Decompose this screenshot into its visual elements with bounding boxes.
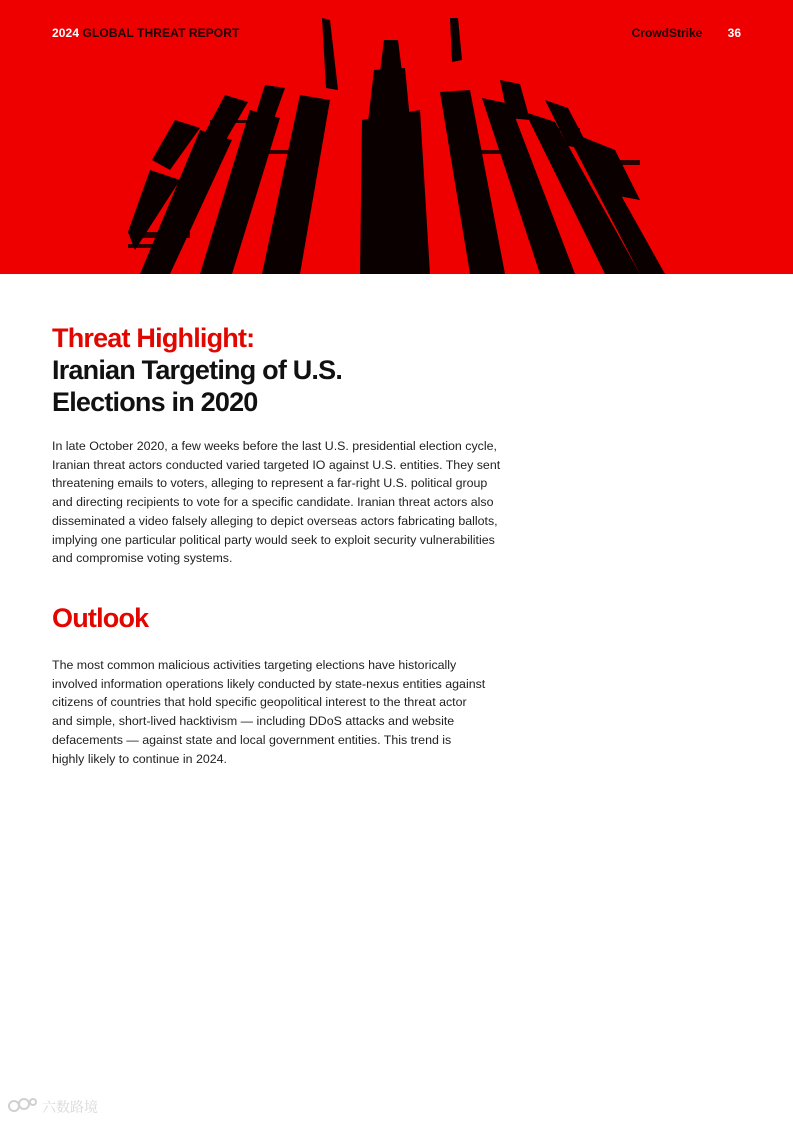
paragraph-line: and compromise voting systems. [52, 551, 233, 566]
paragraph-line: implying one particular political party would seek to exploit security vulnerabilities [52, 532, 495, 547]
paragraph-line: involved information operations likely conducted by state-nexus entities against [52, 676, 486, 691]
outlook-heading: Outlook [52, 603, 149, 633]
hero-banner [0, 0, 793, 274]
brand-name: CrowdStrike [631, 26, 703, 40]
paragraph-line: citizens of countries that hold specific geopolitical interest to the threat actor [52, 695, 467, 710]
paragraph-line: and directing recipients to vote for a specific candidate. Iranian threat actors also [52, 495, 494, 510]
section-title-line-1: Iranian Targeting of U.S. [52, 355, 343, 385]
section-heading [52, 322, 522, 418]
section-kicker: Threat Highlight: [52, 323, 255, 353]
paragraph-line: and simple, short-lived hacktivism — including DDoS attacks and website [52, 714, 455, 729]
watermark [8, 1096, 98, 1117]
report-header-title [52, 26, 239, 40]
report-year: 2024 [52, 26, 80, 40]
outlook-paragraph [52, 656, 512, 768]
paragraph-line: Iranian threat actors conducted varied targeted IO against U.S. entities. They sent [52, 457, 501, 472]
watermark-text: 六数路境 [42, 1098, 98, 1115]
paragraph-line: threatening emails to voters, alleging to represent a far-right U.S. political group [52, 476, 488, 491]
section-title-line-2: Elections in 2020 [52, 387, 258, 417]
page-header-right [632, 26, 741, 40]
paragraph-line: highly likely to continue in 2024. [52, 751, 227, 766]
paragraph-line: defacements — against state and local government entities. This trend is [52, 732, 452, 747]
capitol-dome-graphic [0, 0, 793, 274]
paragraph-line: disseminated a video falsely alleging to depict overseas actors fabricating ballots, [52, 513, 498, 528]
report-title: GLOBAL THREAT REPORT [82, 26, 240, 40]
threat-highlight-section [52, 322, 522, 418]
paragraph-line: The most common malicious activities targeting elections have historically [52, 658, 457, 672]
page-number: 36 [727, 26, 741, 40]
paragraph-line: In late October 2020, a few weeks before the last U.S. presidential election cycle, [52, 439, 497, 453]
watermark-logo-icon [8, 1096, 38, 1117]
threat-highlight-paragraph [52, 437, 522, 568]
